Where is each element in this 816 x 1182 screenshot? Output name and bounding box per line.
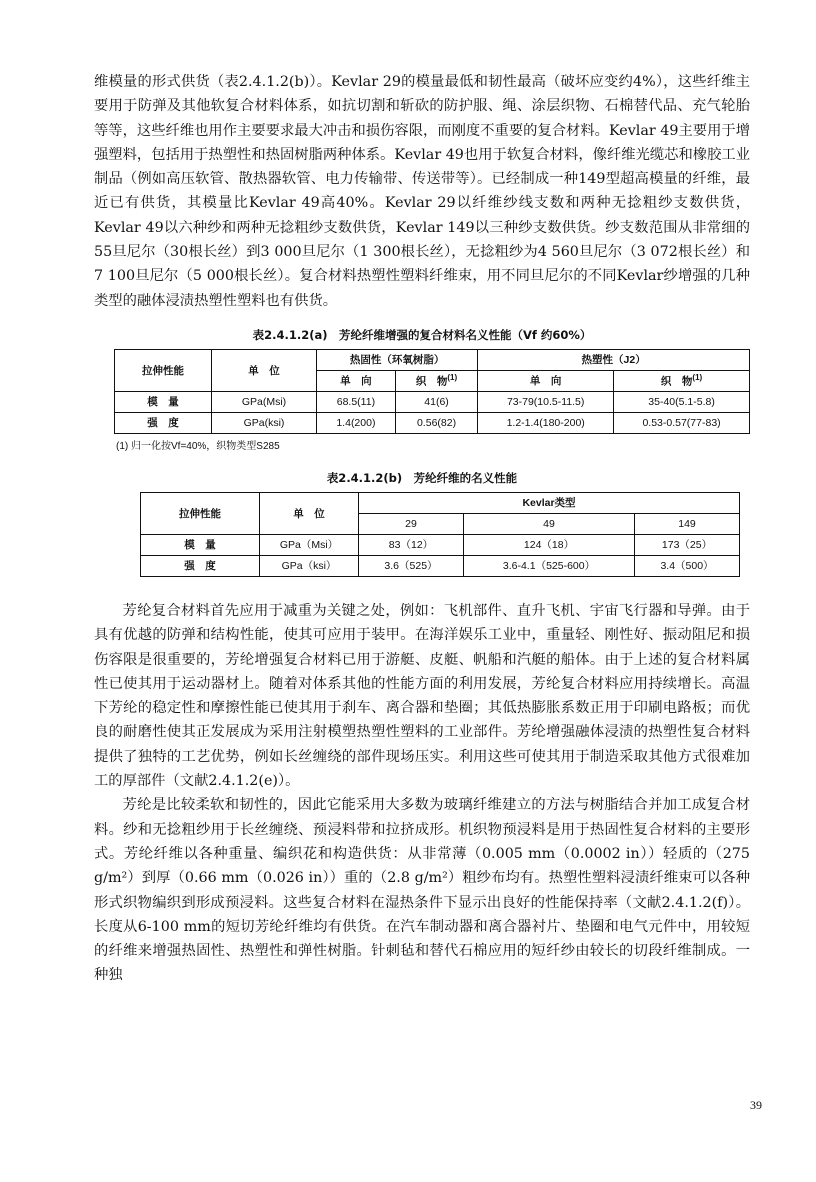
table-cell: 3.4（500）	[635, 555, 740, 576]
table-cell: GPa（ksi）	[260, 555, 359, 576]
table-b-title: 表2.4.1.2(b) 芳纶纤维的名义性能	[326, 470, 518, 485]
table-row	[141, 534, 740, 555]
table-cell: 0.56(82)	[395, 412, 477, 433]
table-cell: 强 度	[115, 412, 212, 433]
table-a-header-uni-1: 单 向	[317, 370, 396, 391]
paragraph-2: 芳纶复合材料首先应用于减重为关键之处，例如：飞机部件、直升飞机、宇宙飞行器和导弹。由于具有优越的防弹和结构性能，使其可应用于装甲。在海洋娱乐工业中，重量轻、刚性好、振动阻尼和损伤容限是很重要的，芳纶增强复合材料已用于游艇、皮艇、帆船和汽艇的船体。由于上述的复合材料属性已使其用于运动器材上。随着对体系其他的性能方面的利用发展，芳纶复合材料应用持续增长。高温下芳纶的稳定性和摩擦性能已使其用于刹车、离合器和垫圈；其低热膨胀系数正用于印刷电路板；而优良的耐磨性使其正发展成为采用注射模塑热塑性塑料的工业部件。芳纶增强融体浸渍的热塑性复合材料提供了独特的工艺优势，例如长丝缠绕的部件现场压实。利用这些可使其用于制造采取其他方式很难加工的厚部件（文献2.4.1.2(e)）。	[94, 602, 750, 790]
table-cell: 1.2-1.4(180-200)	[478, 412, 614, 433]
table-cell: 173（25）	[635, 534, 740, 555]
table-a-header-uni-2: 单 向	[478, 370, 614, 391]
table-cell: 强 度	[141, 555, 260, 576]
table-a-header-thermoplastic: 热塑性（J2）	[478, 349, 750, 370]
table-cell: 模 量	[115, 391, 212, 412]
table-b-header-type: Kevlar类型	[359, 492, 740, 513]
table-row	[115, 412, 750, 433]
table-row	[115, 391, 750, 412]
table-a-title: 表2.4.1.2(a) 芳纶纤维增强的复合材料名义性能（Vf 约60%）	[252, 327, 592, 342]
page-number: 39	[750, 1098, 762, 1112]
table-b-header-29: 29	[359, 513, 464, 534]
table-a-header-unit: 单 位	[212, 349, 317, 391]
table-b-header-149: 149	[635, 513, 740, 534]
table-cell: 3.6（525）	[359, 555, 464, 576]
table-b-header-prop: 拉伸性能	[141, 492, 260, 534]
table-cell: 124（18）	[463, 534, 634, 555]
table-a	[114, 349, 750, 434]
table-cell: 3.6-4.1（525-600）	[463, 555, 634, 576]
table-cell: 模 量	[141, 534, 260, 555]
table-a-header-fabric-2: 织 物$^{(1)}$	[614, 370, 750, 391]
table-cell: 83（12）	[359, 534, 464, 555]
table-cell: GPa（Msi）	[260, 534, 359, 555]
table-a-header-fabric-1: 织 物$^{(1)}$	[395, 370, 477, 391]
table-cell: GPa(Msi)	[212, 391, 317, 412]
table-cell: 41(6)	[395, 391, 477, 412]
table-a-note: (1) 归一化按Vf=40%，织物类型S285	[116, 440, 280, 452]
table-cell: 68.5(11)	[317, 391, 396, 412]
table-row	[141, 555, 740, 576]
table-b-header-unit: 单 位	[260, 492, 359, 534]
table-b-header-49: 49	[463, 513, 634, 534]
table-a-header-thermoset: 热固性（环氧树脂）	[317, 349, 478, 370]
table-cell: 35-40(5.1-5.8)	[614, 391, 750, 412]
paragraph-1: 维模量的形式供货（表2.4.1.2(b)）。Kevlar 29的模量最低和韧性最高（破坏应变约4%），这些纤维主要用于防弹及其他软复合材料体系，如抗切割和斩砍的防护服、绳、涂层织物、石棉替代品、充气轮胎等等，这些纤维也用作主要要求最大冲击和损伤容限，而刚度不重要的复合材料。Kevlar 49主要用于增强塑料，包括用于热塑性和热固树脂两种体系。Kevlar 49也用于软复合材料，像纤维光缆芯和橡胶工业制品（例如高压软管、散热器软管、电力传输带、传送带等）。已经制成一种149型超高模量的纤维，最近已有供货，其模量比Kevlar 49高40%。Kevlar 29以纤维纱线支数和两种无捻粗纱支数供货，Kevlar 49以六种纱和两种无捻粗纱支数供货，Kevlar 149以三种纱支数供货。纱支数范围从非常细的55旦尼尔（30根长丝）到3 000旦尼尔（1 300根长丝），无捻粗纱为4 560旦尼尔（3 072根长丝）和7 100旦尼尔（5 000根长丝）。复合材料热塑性塑料纤维束，用不同旦尼尔的不同Kevlar纱增强的几种类型的融体浸渍热塑性塑料也有供货。	[94, 74, 750, 309]
table-cell: 0.53-0.57(77-83)	[614, 412, 750, 433]
table-a-header-prop: 拉伸性能	[115, 349, 212, 391]
table-cell: 1.4(200)	[317, 412, 396, 433]
table-cell: 73-79(10.5-11.5)	[478, 391, 614, 412]
paragraph-3: 芳纶是比较柔软和韧性的，因此它能采用大多数为玻璃纤维建立的方法与树脂结合并加工成复合材料。纱和无捻粗纱用于长丝缠绕、预浸料带和拉挤成形。机织物预浸料是用于热固性复合材料的主要形式。芳纶纤维以各种重量、编织花和构造供货：从非常薄（0.005 mm（0.0002 in））轻质的（275 g/m²）到厚（0.66 mm（0.026 in））重的（2.8 g/m²）粗纱布均有。热塑性塑料浸渍纤维束可以各种形式织物编织到形成预浸料。这些复合材料在湿热条件下显示出良好的性能保持率（文献2.4.1.2(f)）。长度从6-100 mm的短切芳纶纤维均有供货。在汽车制动器和离合器衬片、垫圈和电气元件中，用较短的纤维来增强热固性、热塑性和弹性树脂。针刺毡和替代石棉应用的短纤纱由较长的切段纤维制成。一种独	[94, 797, 750, 984]
table-b	[140, 492, 740, 577]
table-cell: GPa(ksi)	[212, 412, 317, 433]
